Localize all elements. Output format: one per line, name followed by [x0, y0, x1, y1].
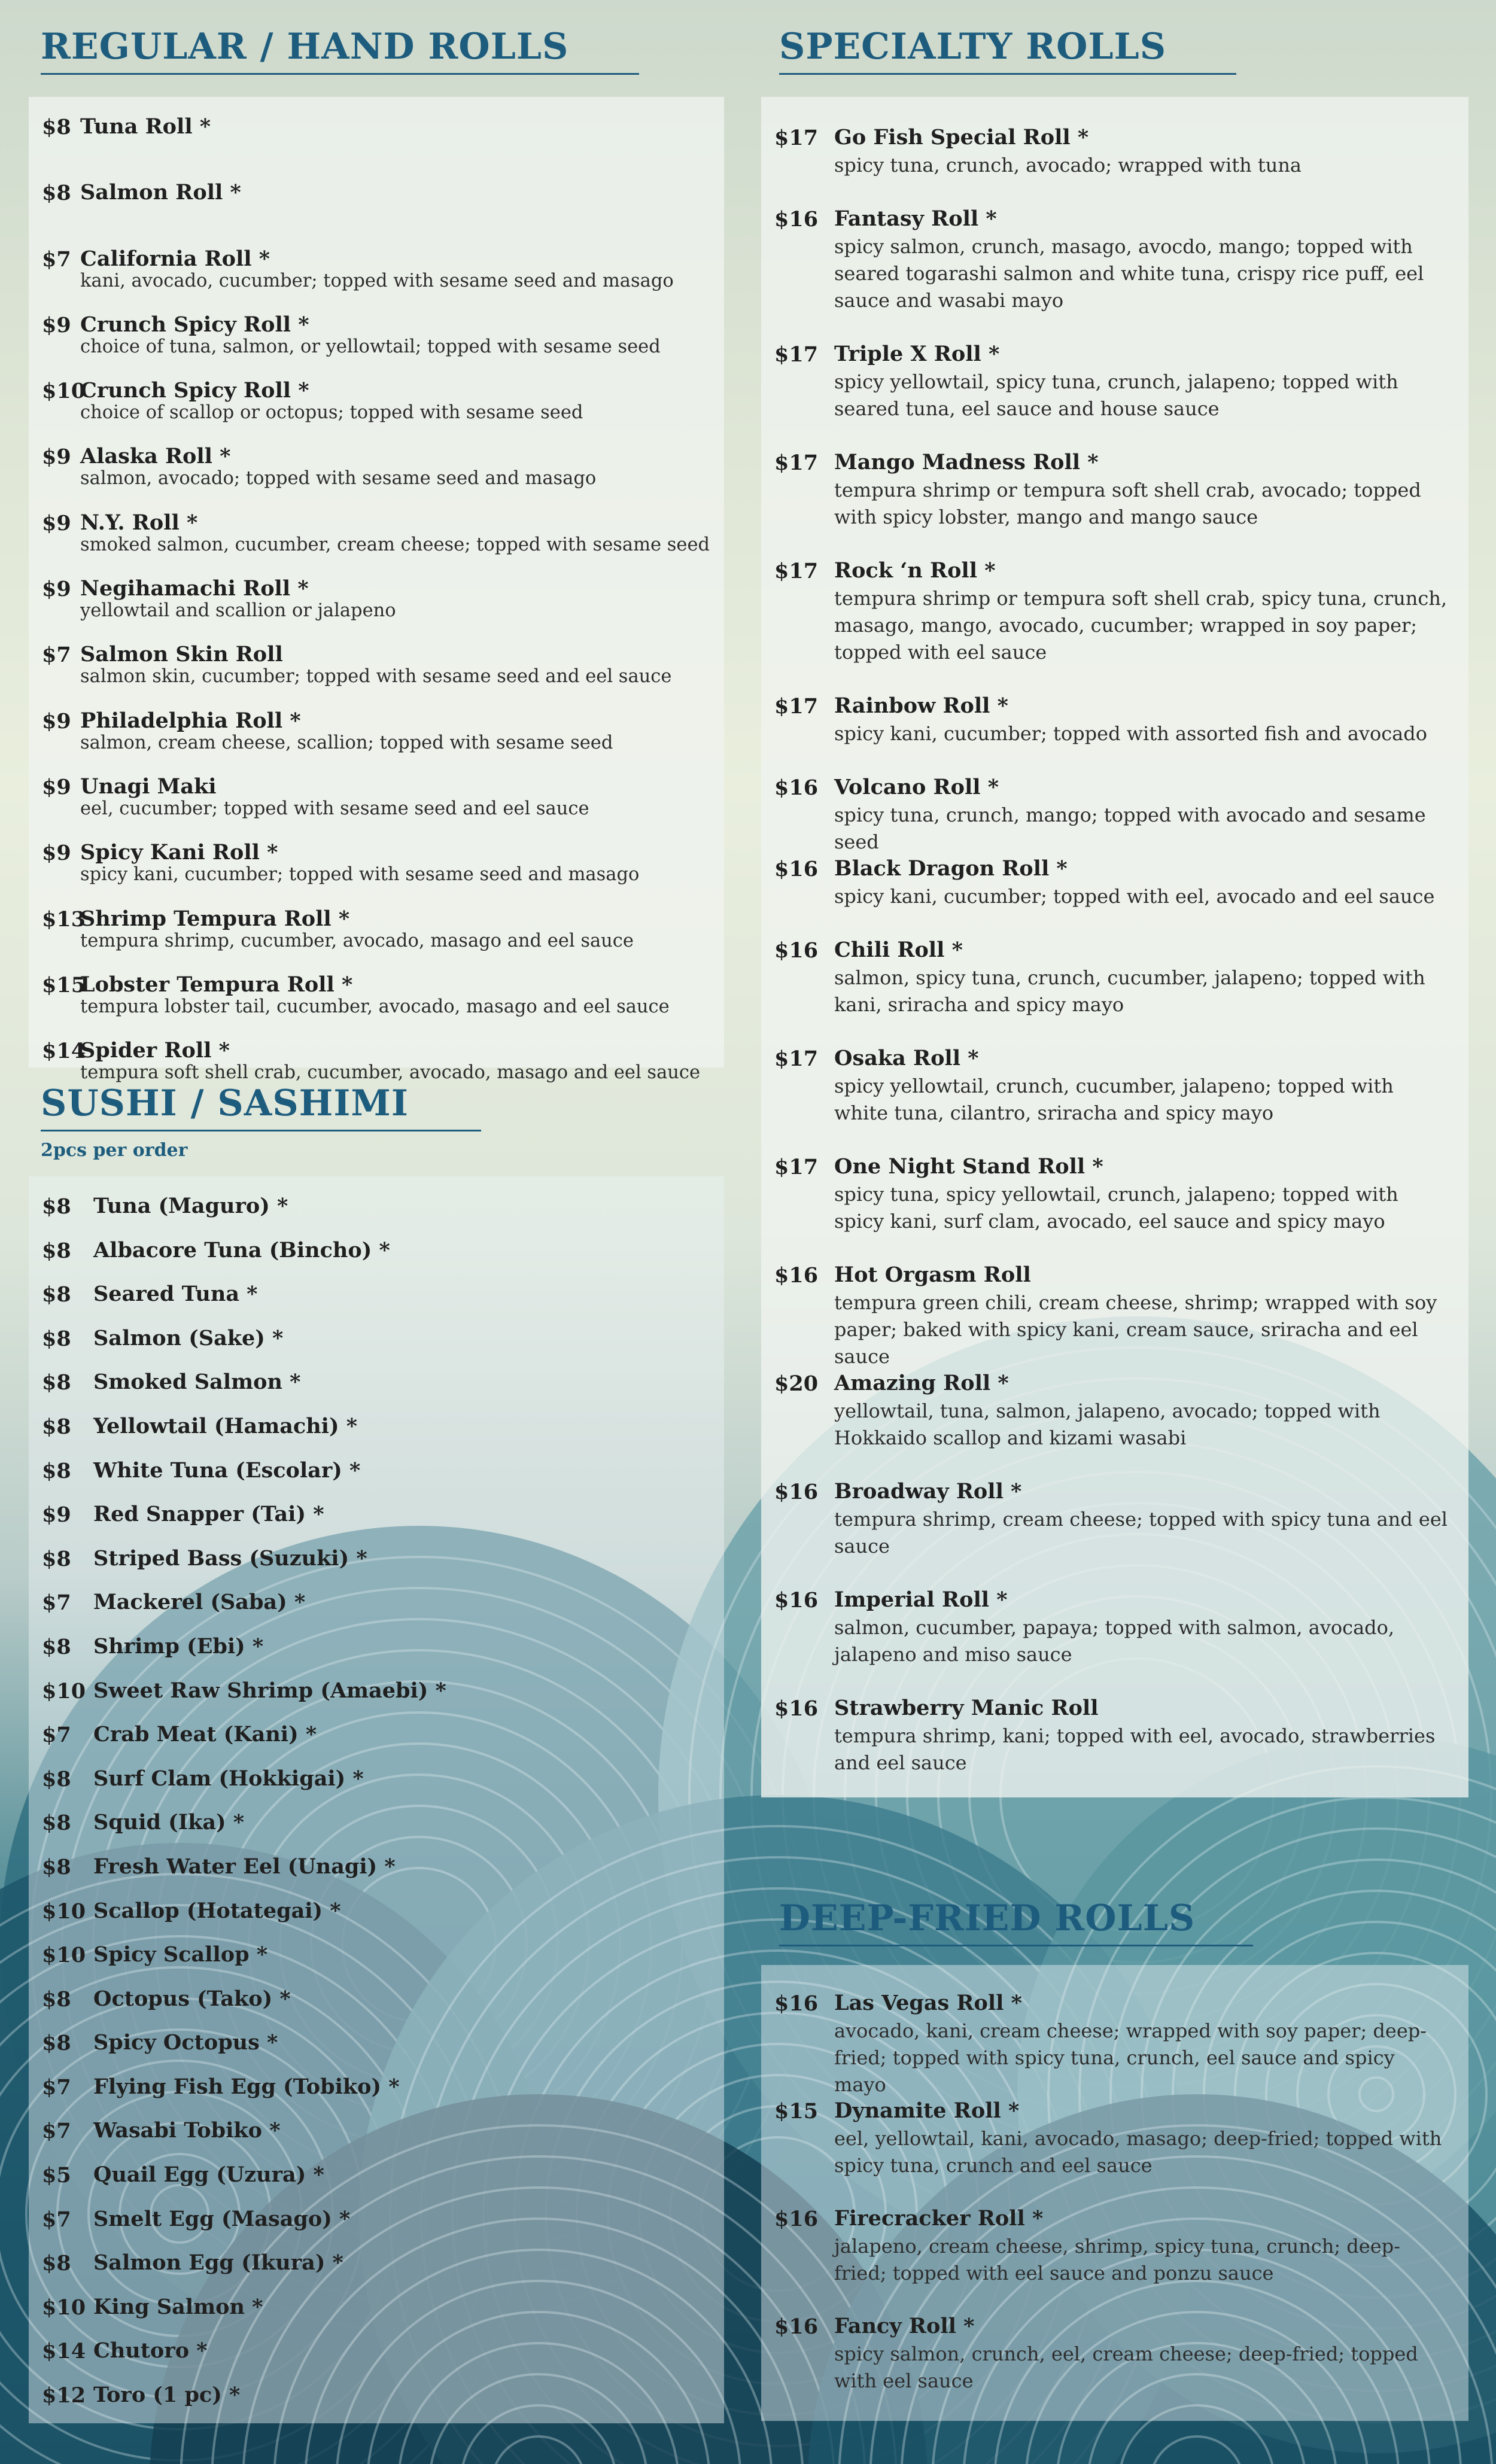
specialty-rolls-header [779, 26, 1236, 75]
sushi-panel [29, 1176, 724, 2423]
item-description: spicy tuna, spicy yellowtail, crunch, jalapeno; topped with spicy kani, surf clam, avocado, eel sauce and spicy mayo [834, 1183, 1398, 1233]
item-name: Seared Tuna * [93, 1282, 258, 1307]
item-price: $14 [42, 1039, 86, 1064]
item-price: $7 [42, 643, 71, 668]
item-description: choice of scallop or octopus; topped with sesame seed [80, 402, 583, 424]
item-name: Chutoro * [93, 2338, 208, 2363]
item-name: Fresh Water Eel (Unagi) * [93, 1854, 396, 1879]
item-name: Flying Fish Egg (Tobiko) * [93, 2074, 400, 2099]
item-description: eel, yellowtail, kani, avocado, masago; deep-fried; topped with spicy tuna, crunch and eel sauce [834, 2127, 1442, 2177]
regular-rolls-rule [41, 73, 639, 75]
item-price: $8 [42, 1766, 71, 1791]
item-price: $12 [42, 2383, 86, 2408]
item-name: Rainbow Roll * [834, 693, 1008, 718]
specialty-roll-item [761, 694, 1468, 775]
item-price: $15 [42, 972, 86, 997]
item-name: Crunch Spicy Roll * [80, 378, 309, 403]
regular-rolls-header [41, 26, 639, 75]
specialty-roll-item [761, 207, 1468, 342]
specialty-roll-item [761, 342, 1468, 451]
item-name: Crab Meat (Kani) * [93, 1722, 317, 1747]
item-price: $9 [42, 445, 71, 470]
sushi-item [29, 1811, 724, 1855]
item-price: $17 [774, 342, 819, 367]
item-price: $8 [42, 2031, 71, 2056]
item-price: $16 [774, 775, 819, 800]
item-name: Philadelphia Roll * [80, 708, 301, 733]
item-name: Salmon Skin Roll [80, 642, 283, 667]
item-name: Wasabi Tobiko * [93, 2118, 281, 2143]
item-name: Squid (Ika) * [93, 1810, 245, 1835]
item-price: $8 [42, 115, 71, 139]
sushi-item [29, 1459, 724, 1503]
item-name: Quail Egg (Uzura) * [93, 2162, 324, 2188]
item-price: $8 [42, 2251, 71, 2276]
item-price: $8 [42, 1546, 71, 1571]
item-name: King Salmon * [93, 2294, 263, 2319]
item-name: Salmon Roll * [80, 180, 241, 205]
item-price: $9 [42, 841, 71, 866]
item-description: salmon, avocado; topped with sesame seed and masago [80, 468, 597, 489]
sushi-item [29, 1943, 724, 1987]
sushi-item [29, 1987, 724, 2031]
specialty-roll-item [761, 451, 1468, 559]
item-description: tempura shrimp, cream cheese; topped with spicy tuna and eel sauce [834, 1508, 1448, 1558]
item-name: Red Snapper (Tai) * [93, 1502, 324, 1527]
sushi-item [29, 1194, 724, 1239]
sushi-item [29, 1855, 724, 1899]
deep-fried-roll-item [761, 2207, 1468, 2314]
deep-fried-title: DEEP-FRIED ROLLS [779, 1897, 1196, 1939]
item-name: Striped Bass (Suzuki) * [93, 1546, 367, 1571]
item-description: spicy salmon, crunch, eel, cream cheese; deep-fried; topped with eel sauce [834, 2343, 1418, 2392]
item-name: Mackerel (Saba) * [93, 1590, 306, 1615]
item-name: Salmon (Sake) * [93, 1325, 284, 1350]
item-price: $7 [42, 2119, 71, 2144]
sushi-item [29, 2383, 724, 2428]
specialty-roll-item [761, 126, 1468, 207]
item-price: $9 [42, 312, 71, 337]
sushi-item [29, 2119, 724, 2163]
item-price: $8 [42, 1987, 71, 2012]
item-price: $5 [42, 2163, 71, 2188]
sushi-item [29, 1767, 724, 1811]
item-description: avocado, kani, cream cheese; wrapped with soy paper; deep-fried; topped with spicy tuna, crunch, eel sauce and spicy mayo [834, 2019, 1427, 2096]
item-name: Shrimp Tempura Roll * [80, 906, 350, 931]
deep-fried-panel [761, 1965, 1468, 2421]
sushi-title: SUSHI / SASHIMI [41, 1082, 409, 1124]
item-description: tempura shrimp or tempura soft shell crab, avocado; topped with spicy lobster, mango and mango sauce [834, 479, 1421, 528]
item-name: Alaska Roll * [80, 444, 231, 469]
item-description: spicy tuna, crunch, avocado; wrapped with tuna [834, 154, 1302, 177]
item-price: $7 [42, 1590, 71, 1616]
item-name: Sweet Raw Shrimp (Amaebi) * [93, 1678, 446, 1703]
regular-roll-item [29, 709, 724, 775]
item-price: $7 [42, 1723, 71, 1748]
item-price: $16 [774, 2314, 819, 2339]
item-name: Surf Clam (Hokkigai) * [93, 1766, 364, 1791]
sushi-item [29, 1282, 724, 1327]
item-name: Negihamachi Roll * [80, 576, 309, 601]
item-price: $16 [774, 1480, 819, 1504]
item-description: spicy salmon, crunch, masago, avocdo, mango; topped with seared togarashi salmon and white tuna, crispy rice puff, eel sauce and wasabi mayo [834, 235, 1424, 312]
item-price: $15 [774, 2099, 819, 2124]
item-name: Black Dragon Roll * [834, 856, 1068, 881]
item-description: jalapeno, cream cheese, shrimp, spicy tuna, crunch; deep-fried; topped with eel sauce and ponzu sauce [834, 2235, 1400, 2284]
item-name: Go Fish Special Roll * [834, 125, 1089, 150]
item-name: Chili Roll * [834, 938, 963, 962]
item-price: $10 [42, 2295, 86, 2320]
specialty-roll-item [761, 938, 1468, 1047]
deep-fried-header [779, 1897, 1253, 1946]
regular-roll-item [29, 379, 724, 445]
item-price: $10 [42, 1943, 86, 1968]
item-description: spicy kani, cucumber; topped with assorted fish and avocado [834, 722, 1427, 745]
item-price: $8 [42, 1811, 71, 1836]
item-price: $16 [774, 1588, 819, 1613]
deep-fried-roll-item [761, 2099, 1468, 2207]
item-name: Fancy Roll * [834, 2314, 975, 2338]
item-name: Strawberry Manic Roll [834, 1696, 1099, 1720]
sushi-item [29, 2295, 724, 2340]
item-price: $8 [42, 1634, 71, 1659]
item-name: Spicy Octopus * [93, 2030, 278, 2055]
item-price: $7 [42, 247, 71, 272]
regular-roll-item [29, 511, 724, 577]
item-name: Albacore Tuna (Bincho) * [93, 1237, 390, 1263]
item-name: Toro (1 pc) * [93, 2383, 241, 2408]
item-name: Smoked Salmon * [93, 1370, 301, 1395]
sushi-item [29, 1590, 724, 1635]
item-name: Amazing Roll * [834, 1371, 1009, 1395]
sushi-item [29, 1370, 724, 1414]
item-name: California Roll * [80, 246, 270, 271]
sushi-rule [41, 1130, 481, 1131]
regular-roll-item [29, 115, 724, 181]
item-name: Spicy Scallop * [93, 1942, 268, 1967]
item-name: Triple X Roll * [834, 342, 1000, 366]
item-price: $16 [774, 938, 819, 963]
specialty-roll-item [761, 1155, 1468, 1263]
sushi-item [29, 2075, 724, 2119]
item-name: N.Y. Roll * [80, 510, 198, 535]
item-name: Las Vegas Roll * [834, 1991, 1022, 2015]
sushi-item [29, 1547, 724, 1591]
item-price: $16 [774, 1991, 819, 2016]
item-price: $16 [774, 857, 819, 881]
specialty-roll-item [761, 1371, 1468, 1480]
item-name: Dynamite Roll * [834, 2098, 1020, 2123]
sushi-item [29, 2163, 724, 2207]
deep-fried-roll-item [761, 2314, 1468, 2422]
item-description: yellowtail and scallion or jalapeno [80, 600, 396, 622]
item-price: $8 [42, 1414, 71, 1439]
item-price: $9 [42, 708, 71, 734]
item-name: Octopus (Tako) * [93, 1986, 291, 2011]
item-price: $8 [42, 1326, 71, 1351]
item-price: $9 [42, 1502, 71, 1528]
item-price: $17 [774, 694, 819, 719]
item-name: Shrimp (Ebi) * [93, 1633, 264, 1659]
item-price: $16 [774, 2207, 819, 2231]
item-price: $7 [42, 2074, 71, 2100]
regular-roll-item [29, 907, 724, 973]
specialty-roll-item [761, 559, 1468, 694]
specialty-rolls-panel [761, 97, 1468, 1797]
regular-roll-item [29, 775, 724, 841]
specialty-rolls-title: SPECIALTY ROLLS [779, 26, 1167, 68]
deep-fried-rule [779, 1945, 1253, 1946]
sushi-subtitle: 2pcs per order [41, 1140, 188, 1161]
specialty-roll-item [761, 775, 1468, 857]
item-description: yellowtail, tuna, salmon, jalapeno, avocado; topped with Hokkaido scallop and kizami wasabi [834, 1400, 1381, 1449]
item-description: spicy yellowtail, crunch, cucumber, jalapeno; topped with white tuna, cilantro, sriracha and spicy mayo [834, 1075, 1394, 1124]
item-description: salmon skin, cucumber; topped with sesame seed and eel sauce [80, 666, 672, 688]
regular-roll-item [29, 841, 724, 906]
regular-roll-item [29, 247, 724, 313]
item-name: Spider Roll * [80, 1038, 230, 1063]
item-name: Tuna Roll * [80, 114, 211, 139]
item-description: spicy kani, cucumber; topped with eel, avocado and eel sauce [834, 885, 1435, 908]
regular-roll-item [29, 577, 724, 643]
sushi-item [29, 1723, 724, 1767]
item-name: Smelt Egg (Masago) * [93, 2206, 351, 2231]
item-name: Crunch Spicy Roll * [80, 312, 309, 337]
item-price: $8 [42, 1370, 71, 1395]
sushi-item [29, 2031, 724, 2075]
item-price: $10 [42, 379, 86, 404]
regular-roll-item [29, 973, 724, 1039]
item-description: tempura soft shell crab, cucumber, avocado, masago and eel sauce [80, 1062, 701, 1084]
regular-roll-item [29, 445, 724, 510]
item-price: $8 [42, 1854, 71, 1879]
item-name: Osaka Roll * [834, 1046, 979, 1070]
item-price: $8 [42, 1238, 71, 1263]
item-name: One Night Stand Roll * [834, 1154, 1103, 1179]
item-name: Tuna (Maguro) * [93, 1194, 288, 1218]
item-price: $9 [42, 510, 71, 536]
item-description: eel, cucumber; topped with sesame seed and eel sauce [80, 798, 589, 819]
specialty-roll-item [761, 1480, 1468, 1588]
item-price: $17 [774, 451, 819, 475]
item-price: $7 [42, 2207, 71, 2232]
regular-rolls-panel [29, 97, 724, 1084]
regular-rolls-title: REGULAR / HAND ROLLS [41, 26, 569, 68]
sushi-item [29, 1899, 724, 1943]
sushi-item [29, 1327, 724, 1371]
sushi-item [29, 2207, 724, 2252]
item-name: Fantasy Roll * [834, 206, 997, 231]
deep-fried-roll-item [761, 1991, 1468, 2099]
item-price: $8 [42, 181, 71, 206]
regular-roll-item [29, 643, 724, 708]
item-name: Salmon Egg (Ikura) * [93, 2250, 343, 2276]
item-name: Spicy Kani Roll * [80, 840, 278, 865]
item-name: Firecracker Roll * [834, 2206, 1044, 2231]
specialty-roll-item [761, 857, 1468, 938]
item-description: tempura green chili, cream cheese, shrimp; wrapped with soy paper; baked with spicy kani, cream sauce, sriracha and eel sauce [834, 1291, 1437, 1368]
item-price: $9 [42, 577, 71, 602]
item-name: Imperial Roll * [834, 1587, 1008, 1612]
item-price: $13 [42, 906, 86, 932]
item-name: Unagi Maki [80, 774, 217, 799]
item-name: Hot Orgasm Roll [834, 1263, 1031, 1287]
specialty-rolls-rule [779, 73, 1236, 75]
sushi-item [29, 1502, 724, 1547]
item-description: tempura shrimp or tempura soft shell crab, spicy tuna, crunch, masago, mango, avocado, cucumber; wrapped in soy paper; topped with eel sauce [834, 587, 1448, 664]
item-name: Lobster Tempura Roll * [80, 972, 353, 997]
sushi-item [29, 1679, 724, 1723]
item-description: tempura shrimp, cucumber, avocado, masago and eel sauce [80, 930, 634, 951]
item-description: salmon, cream cheese, scallion; topped with sesame seed [80, 732, 613, 753]
item-price: $8 [42, 1282, 71, 1307]
item-description: smoked salmon, cucumber, cream cheese; topped with sesame seed [80, 534, 710, 555]
item-price: $8 [42, 1458, 71, 1483]
item-description: spicy tuna, crunch, mango; topped with avocado and sesame seed [834, 804, 1426, 853]
item-description: salmon, cucumber, papaya; topped with salmon, avocado, jalapeno and miso sauce [834, 1616, 1395, 1666]
item-name: Volcano Roll * [834, 775, 999, 799]
item-description: tempura shrimp, kani; topped with eel, avocado, strawberries and eel sauce [834, 1724, 1436, 1774]
specialty-roll-item [761, 1263, 1468, 1371]
item-price: $20 [774, 1371, 819, 1396]
item-price: $17 [774, 126, 819, 150]
item-description: choice of tuna, salmon, or yellowtail; topped with sesame seed [80, 336, 661, 357]
item-description: spicy kani, cucumber; topped with sesame seed and masago [80, 864, 640, 886]
item-price: $17 [774, 1155, 819, 1179]
item-price: $16 [774, 207, 819, 232]
item-price: $16 [774, 1696, 819, 1721]
specialty-roll-item [761, 1047, 1468, 1155]
regular-roll-item [29, 313, 724, 379]
item-name: Mango Madness Roll * [834, 450, 1099, 474]
item-description: kani, avocado, cucumber; topped with sesame seed and masago [80, 270, 674, 291]
sushi-item [29, 1635, 724, 1679]
specialty-roll-item [761, 1696, 1468, 1792]
item-description: spicy yellowtail, spicy tuna, crunch, jalapeno; topped with seared tuna, eel sauce and house sauce [834, 370, 1398, 420]
item-name: White Tuna (Escolar) * [93, 1458, 361, 1483]
item-description: salmon, spicy tuna, crunch, cucumber, jalapeno; topped with kani, sriracha and spicy mayo [834, 966, 1425, 1016]
sushi-item [29, 1239, 724, 1283]
sushi-item [29, 2251, 724, 2295]
specialty-roll-item [761, 1588, 1468, 1696]
sushi-item [29, 1414, 724, 1459]
item-price: $14 [42, 2339, 86, 2364]
item-price: $10 [42, 1678, 86, 1703]
sushi-header [41, 1082, 481, 1161]
item-price: $16 [774, 1263, 819, 1288]
item-price: $17 [774, 1047, 819, 1071]
item-name: Yellowtail (Hamachi) * [93, 1413, 358, 1438]
item-price: $8 [42, 1194, 71, 1219]
item-price: $9 [42, 774, 71, 799]
item-name: Scallop (Hotategai) * [93, 1898, 341, 1923]
item-description: tempura lobster tail, cucumber, avocado, masago and eel sauce [80, 996, 670, 1017]
regular-roll-item [29, 181, 724, 247]
sushi-item [29, 2339, 724, 2383]
item-price: $10 [42, 1899, 86, 1924]
item-name: Rock ‘n Roll * [834, 558, 996, 583]
item-name: Broadway Roll * [834, 1479, 1022, 1504]
item-price: $17 [774, 559, 819, 583]
